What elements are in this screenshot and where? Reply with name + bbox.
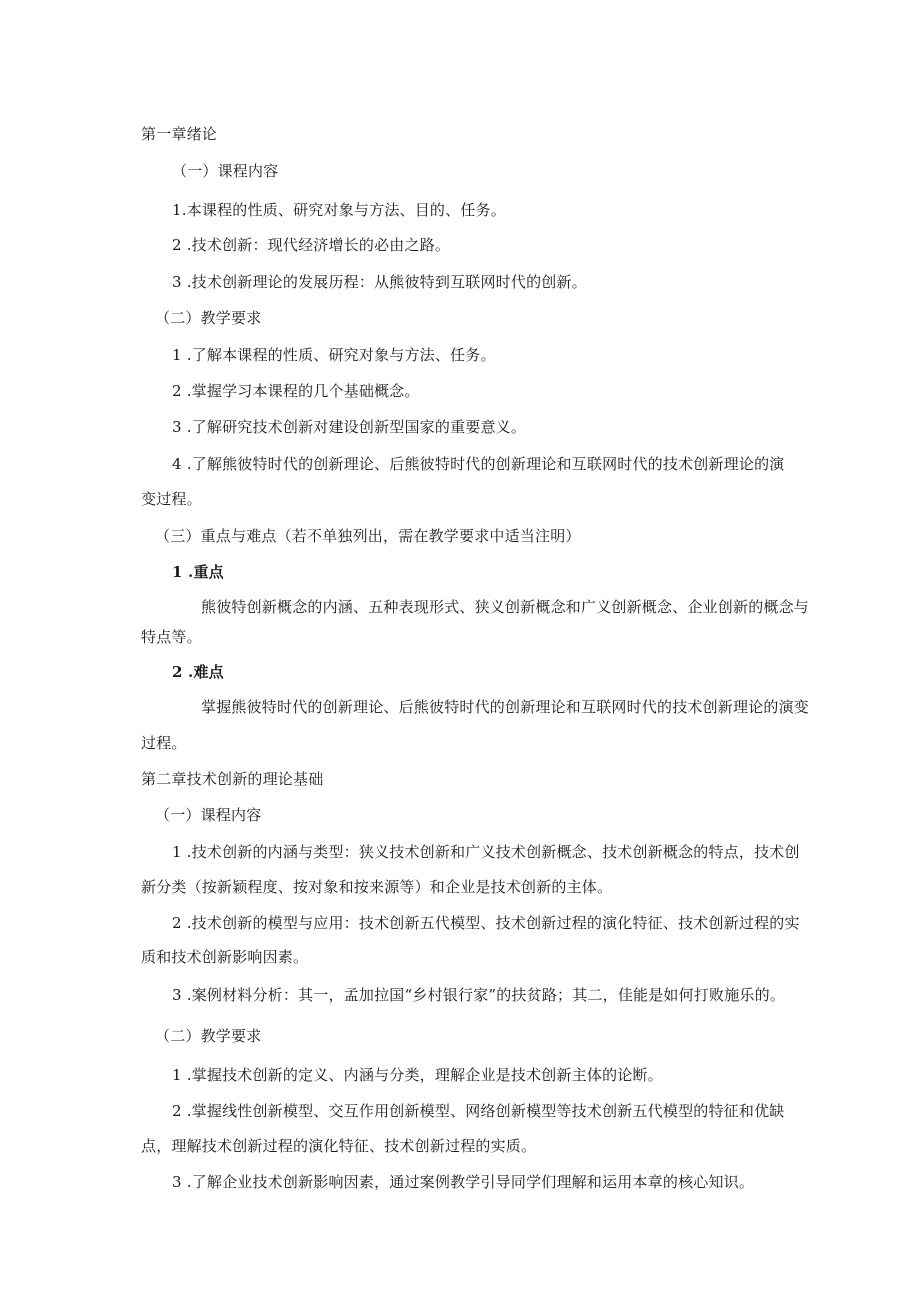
ch2-content-item-1-line1: 1 .技术创新的内涵与类型：狭义技术创新和广义技术创新概念、技术创新概念的特点，技术创 xyxy=(172,843,800,861)
ch1-key-point-line1: 熊彼特创新概念的内涵、五种表现形式、狭义创新概念和广义创新概念、企业创新的概念与 xyxy=(201,598,810,616)
ch1-difficulty-line2: 过程。 xyxy=(141,734,187,752)
ch2-req-item-2-line1: 2 .掌握线性创新模型、交互作用创新模型、网络创新模型等技术创新五代模型的特征和优缺 xyxy=(172,1102,785,1120)
chapter-2-title: 第二章技术创新的理论基础 xyxy=(141,770,324,788)
ch2-content-item-3: 3 .案例材料分析：其一，孟加拉国“乡村银行家”的扶贫路；其二，佳能是如何打败施乐的。 xyxy=(172,986,786,1004)
ch1-section-requirements: （二）教学要求 xyxy=(155,309,262,327)
ch2-req-item-2-line2: 点，理解技术创新过程的演化特征、技术创新过程的实质。 xyxy=(141,1137,537,1155)
ch2-req-item-1: 1 .掌握技术创新的定义、内涵与分类，理解企业是技术创新主体的论断。 xyxy=(172,1066,663,1084)
chapter-1-title: 第一章绪论 xyxy=(141,125,218,143)
ch1-req-item-2: 2 .掌握学习本课程的几个基础概念。 xyxy=(172,382,420,400)
ch2-section-requirements: （二）教学要求 xyxy=(155,1027,262,1045)
ch1-difficulty-heading: 2 .难点 xyxy=(172,663,224,681)
ch1-content-item-2: 2 .技术创新：现代经济增长的必由之路。 xyxy=(172,236,451,254)
ch1-req-item-4-line2: 变过程。 xyxy=(141,490,202,508)
ch2-content-item-1-line2: 新分类（按新颖程度、按对象和按来源等）和企业是技术创新的主体。 xyxy=(141,878,613,896)
ch1-req-item-4-line1: 4 .了解熊彼特时代的创新理论、后熊彼特时代的创新理论和互联网时代的技术创新理论的演 xyxy=(172,455,785,473)
ch1-req-item-3: 3 .了解研究技术创新对建设创新型国家的重要意义。 xyxy=(172,418,527,436)
ch2-section-course-content: （一）课程内容 xyxy=(155,806,262,824)
ch1-key-point-line2: 特点等。 xyxy=(141,628,202,646)
ch2-content-item-2-line1: 2 .技术创新的模型与应用：技术创新五代模型、技术创新过程的演化特征、技术创新过程的实 xyxy=(172,914,800,932)
ch1-content-item-1: 1.本课程的性质、研究对象与方法、目的、任务。 xyxy=(172,201,506,219)
ch1-difficulty-line1: 掌握熊彼特时代的创新理论、后熊彼特时代的创新理论和互联网时代的技术创新理论的演变 xyxy=(201,698,810,716)
ch1-section-course-content: （一）课程内容 xyxy=(172,162,279,180)
ch1-req-item-1: 1 .了解本课程的性质、研究对象与方法、任务。 xyxy=(172,346,496,364)
ch2-req-item-3: 3 .了解企业技术创新影响因素，通过案例教学引导同学们理解和运用本章的核心知识。 xyxy=(172,1173,755,1191)
ch1-key-point-heading: 1 .重点 xyxy=(172,563,224,581)
ch2-content-item-2-line2: 质和技术创新影响因素。 xyxy=(141,948,309,966)
ch1-section-key-points: （三）重点与难点（若不单独列出，需在教学要求中适当注明） xyxy=(155,527,581,545)
ch1-content-item-3: 3 .技术创新理论的发展历程：从熊彼特到互联网时代的创新。 xyxy=(172,273,587,291)
